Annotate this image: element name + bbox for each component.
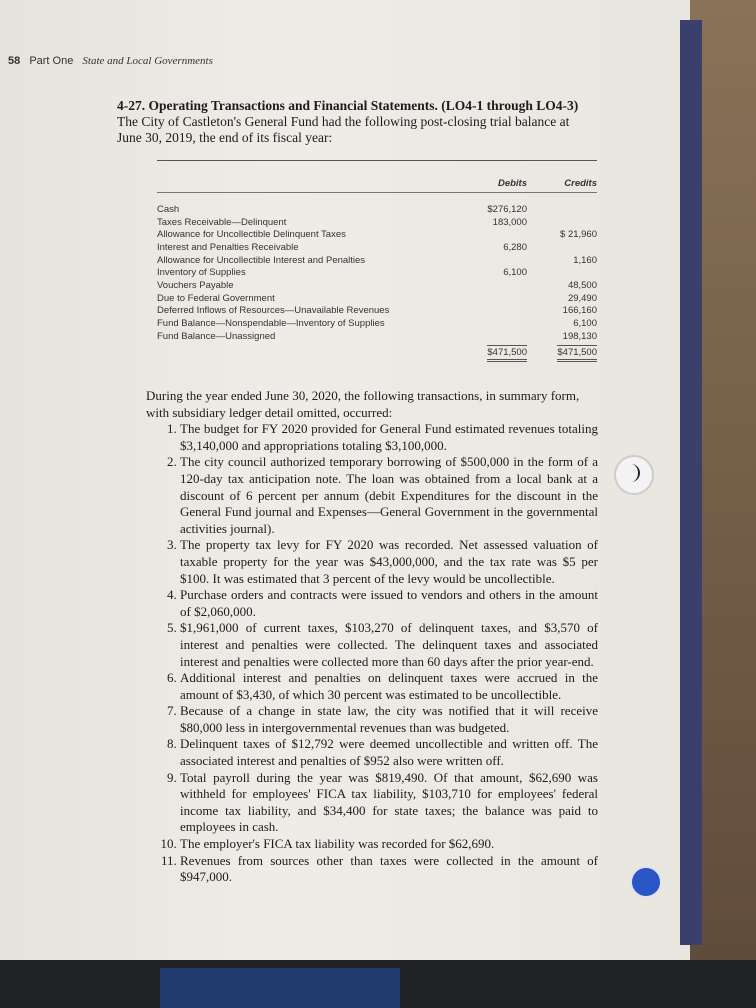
account-name: Allowance for Uncollectible Delinquent Taxes (157, 229, 346, 241)
account-name: Due to Federal Government (157, 292, 275, 304)
table-row (157, 254, 597, 267)
table-top-rule (157, 160, 597, 161)
table-header-row (157, 171, 597, 193)
credit-amount: 48,500 (567, 279, 597, 291)
transaction-item: 2. The city council authorized temporary borrowing of $500,000 in the form of a 120-day tax anticipation note. The loan was obtained from a local bank at a discount of 6 percent per annum (debit Expenditures for the discount in the General Fund journal and Expenses—General Government in the governmental activities journal). (180, 454, 598, 537)
problem-title: Operating Transactions and Financial Statements. (LO4-1 through LO4-3) (148, 98, 579, 113)
debits-header: Debits (497, 178, 527, 189)
transaction-item: 5. $1,961,000 of current taxes, $103,270 of delinquent taxes, and $3,570 of interest and penalties were collected. The delinquent taxes and associated interest and penalties were collected more than 60 days after the prior year-end. (180, 620, 598, 670)
transactions-intro: During the year ended June 30, 2020, the following transactions, in summary form, with subsidiary ledger detail omitted, occurred: (146, 388, 580, 420)
account-name: Fund Balance—Nonspendable—Inventory of Supplies (157, 318, 385, 330)
book-cover-edge (680, 20, 702, 945)
table-row (157, 203, 597, 216)
table-row (157, 292, 597, 305)
transaction-item: 9. Total payroll during the year was $819,490. Of that amount, $62,690 was withheld for employees' FICA tax liability, $103,710 for employees' federal income tax liability, and $34,400 for state taxes; the balance was paid to employees in cash. (180, 770, 598, 836)
trial-balance-table (157, 160, 597, 362)
part-label: Part One (29, 55, 74, 67)
problem-heading (117, 98, 597, 146)
debit-amount: 6,100 (503, 267, 527, 279)
table-row (157, 330, 597, 343)
table-row (157, 305, 597, 318)
debit-amount: 183,000 (492, 216, 527, 228)
total-debits: $471,500 (487, 345, 527, 362)
table-row (157, 279, 597, 292)
transaction-item: 7. Because of a change in state law, the city was notified that it will receive $80,000 less in intergovernmental revenues than was budgeted. (180, 703, 598, 736)
transaction-item: 1. The budget for FY 2020 provided for General Fund estimated revenues totaling $3,140,000 and appropriations totaling $3,100,000. (180, 421, 598, 454)
credit-amount: 1,160 (573, 254, 597, 266)
book-title: State and Local Governments (82, 55, 213, 67)
account-name: Interest and Penalties Receivable (157, 241, 299, 253)
blue-cloth (160, 968, 400, 1008)
account-name: Allowance for Uncollectible Interest and Penalties (157, 254, 366, 266)
transaction-item: 11. Revenues from sources other than taxes were collected in the amount of $947,000. (180, 853, 598, 886)
transactions-section (146, 388, 598, 886)
account-name: Fund Balance—Unassigned (157, 330, 276, 342)
blue-circle-icon (630, 866, 662, 898)
credit-amount: 6,100 (573, 318, 597, 330)
transaction-item: 8. Delinquent taxes of $12,792 were deemed uncollectible and written off. The associated interest and penalties of $952 also were written off. (180, 736, 598, 769)
debit-amount: 6,280 (503, 241, 527, 253)
page-number: 58 (8, 55, 21, 67)
credit-amount: $ 21,960 (560, 229, 597, 241)
account-name: Cash (157, 203, 180, 215)
table-total-row (157, 345, 597, 362)
table-row (157, 266, 597, 279)
transaction-item: 10. The employer's FICA tax liability was recorded for $62,690. (180, 836, 598, 853)
problem-number: 4-27. (117, 98, 146, 113)
account-name: Inventory of Supplies (157, 267, 246, 279)
transaction-item: 4. Purchase orders and contracts were issued to vendors and others in the amount of $2,060,000. (180, 587, 598, 620)
credit-amount: 198,130 (562, 330, 597, 342)
account-name: Taxes Receivable—Delinquent (157, 216, 287, 228)
debit-amount: $276,120 (487, 203, 527, 215)
table-row (157, 228, 597, 241)
table-row (157, 317, 597, 330)
table-row (157, 216, 597, 229)
credit-amount: 29,490 (567, 292, 597, 304)
transaction-item: 3. The property tax levy for FY 2020 was recorded. Net assessed valuation of taxable property for the year was $43,000,000, and the tax rate was $5 per $100. It was estimated that 3 percent of the levy would be uncollectible. (180, 537, 598, 587)
table-body (157, 193, 597, 343)
transaction-item: 6. Additional interest and penalties on delinquent taxes were accrued in the amount of $3,430, of which 30 percent was estimated to be uncollectible. (180, 670, 598, 703)
problem-intro: The City of Castleton's General Fund had the following post-closing trial balance at June 30, 2019, the end of its fiscal year: (117, 114, 570, 145)
table-row (157, 241, 597, 254)
binder-clip-icon (614, 455, 654, 495)
credit-amount: 166,160 (562, 305, 597, 317)
credits-header: Credits (564, 178, 597, 189)
running-header (8, 55, 213, 67)
account-name: Vouchers Payable (157, 279, 234, 291)
account-name: Deferred Inflows of Resources—Unavailable Revenues (157, 305, 390, 317)
total-credits: $471,500 (557, 345, 597, 362)
transactions-list (146, 421, 598, 886)
